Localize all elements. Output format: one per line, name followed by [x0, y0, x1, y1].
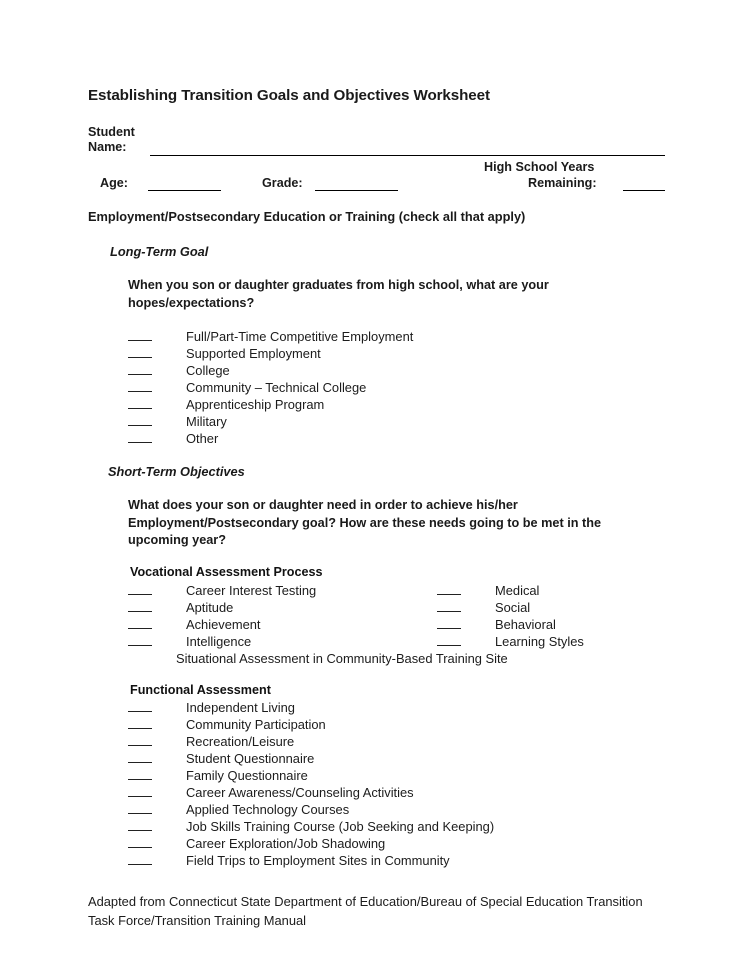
- checkbox-blank-line[interactable]: [128, 830, 152, 831]
- checkbox-blank-line[interactable]: [128, 796, 152, 797]
- vocational-assessment-heading: Vocational Assessment Process: [130, 565, 323, 579]
- checklist-item-label: Full/Part-Time Competitive Employment: [186, 329, 414, 344]
- high-school-years-label-line1: High School Years: [484, 160, 595, 174]
- checklist-item-label: Social: [495, 600, 531, 615]
- checkbox-blank-line[interactable]: [128, 425, 152, 426]
- checklist-item-label: Medical: [495, 583, 540, 598]
- checklist-item-label: Field Trips to Employment Sites in Community: [186, 853, 450, 868]
- checklist-item-label: Family Questionnaire: [186, 768, 308, 783]
- page-title: Establishing Transition Goals and Objectives Worksheet: [88, 87, 490, 104]
- vocational-assessment-note: Situational Assessment in Community-Based Training Site: [176, 651, 508, 666]
- checklist-item-label: Achievement: [186, 617, 261, 632]
- checkbox-blank-line[interactable]: [128, 611, 152, 612]
- checkbox-blank-line[interactable]: [437, 611, 461, 612]
- high-school-years-field[interactable]: [623, 190, 665, 191]
- age-field[interactable]: [148, 190, 221, 191]
- checklist-item-label: Aptitude: [186, 600, 234, 615]
- checklist-item-label: Apprenticeship Program: [186, 397, 325, 412]
- checkbox-blank-line[interactable]: [128, 391, 152, 392]
- checkbox-blank-line[interactable]: [437, 628, 461, 629]
- checkbox-blank-line[interactable]: [128, 594, 152, 595]
- checkbox-blank-line[interactable]: [128, 442, 152, 443]
- checklist-item-label: Military: [186, 414, 227, 429]
- checklist-item-label: Student Questionnaire: [186, 751, 315, 766]
- checklist-item-label: Career Exploration/Job Shadowing: [186, 836, 386, 851]
- short-term-objectives-prompt: What does your son or daughter need in order to achieve his/her Employment/Postsecondary goal? How are these needs going to be met in the upcoming year?: [128, 498, 602, 547]
- checklist-item-label: Job Skills Training Course (Job Seeking and Keeping): [186, 819, 495, 834]
- section-heading-employment: Employment/Postsecondary Education or Training (check all that apply): [88, 209, 526, 224]
- student-name-label: [88, 125, 158, 155]
- checkbox-blank-line[interactable]: [128, 813, 152, 814]
- checklist-item-label: Career Interest Testing: [186, 583, 317, 598]
- checklist-item-label: Other: [186, 431, 219, 446]
- checkbox-blank-line[interactable]: [128, 762, 152, 763]
- checklist-item-label: Behavioral: [495, 617, 556, 632]
- checkbox-blank-line[interactable]: [128, 728, 152, 729]
- long-term-goal-prompt: When you son or daughter graduates from high school, what are your hopes/expectations?: [128, 278, 549, 310]
- student-name-label-line2: Name:: [88, 140, 127, 154]
- checklist-item-label: College: [186, 363, 230, 378]
- checkbox-blank-line[interactable]: [128, 357, 152, 358]
- checkbox-blank-line[interactable]: [128, 779, 152, 780]
- checklist-item-label: Independent Living: [186, 700, 295, 715]
- checkbox-blank-line[interactable]: [437, 594, 461, 595]
- student-name-field[interactable]: [150, 155, 665, 156]
- checklist-item-label: Learning Styles: [495, 634, 584, 649]
- checklist-item-label: Supported Employment: [186, 346, 321, 361]
- subsection-heading-long-term-goal: Long-Term Goal: [110, 244, 209, 259]
- checklist-item-label: Community Participation: [186, 717, 326, 732]
- student-name-label-line1: Student: [88, 125, 135, 139]
- checkbox-blank-line[interactable]: [128, 847, 152, 848]
- checkbox-blank-line[interactable]: [128, 374, 152, 375]
- checkbox-blank-line[interactable]: [128, 864, 152, 865]
- footer-attribution: Adapted from Connecticut State Department of Education/Bureau of Special Education Transition Task Force/Transition Training Manual: [88, 894, 643, 928]
- checkbox-blank-line[interactable]: [128, 745, 152, 746]
- checkbox-blank-line[interactable]: [437, 645, 461, 646]
- grade-label: Grade:: [262, 176, 303, 190]
- checklist-item-label: Intelligence: [186, 634, 252, 649]
- checkbox-blank-line[interactable]: [128, 408, 152, 409]
- checklist-item-label: Career Awareness/Counseling Activities: [186, 785, 414, 800]
- checklist-item-label: Community – Technical College: [186, 380, 367, 395]
- checkbox-blank-line[interactable]: [128, 340, 152, 341]
- age-label: Age:: [100, 176, 128, 190]
- subsection-heading-short-term-objectives: Short-Term Objectives: [108, 464, 245, 479]
- grade-field[interactable]: [315, 190, 398, 191]
- checklist-item-label: Recreation/Leisure: [186, 734, 295, 749]
- checkbox-blank-line[interactable]: [128, 711, 152, 712]
- high-school-years-label-line2: Remaining:: [528, 176, 597, 190]
- checkbox-blank-line[interactable]: [128, 645, 152, 646]
- checklist-item-label: Applied Technology Courses: [186, 802, 350, 817]
- functional-assessment-heading: Functional Assessment: [130, 683, 271, 697]
- checkbox-blank-line[interactable]: [128, 628, 152, 629]
